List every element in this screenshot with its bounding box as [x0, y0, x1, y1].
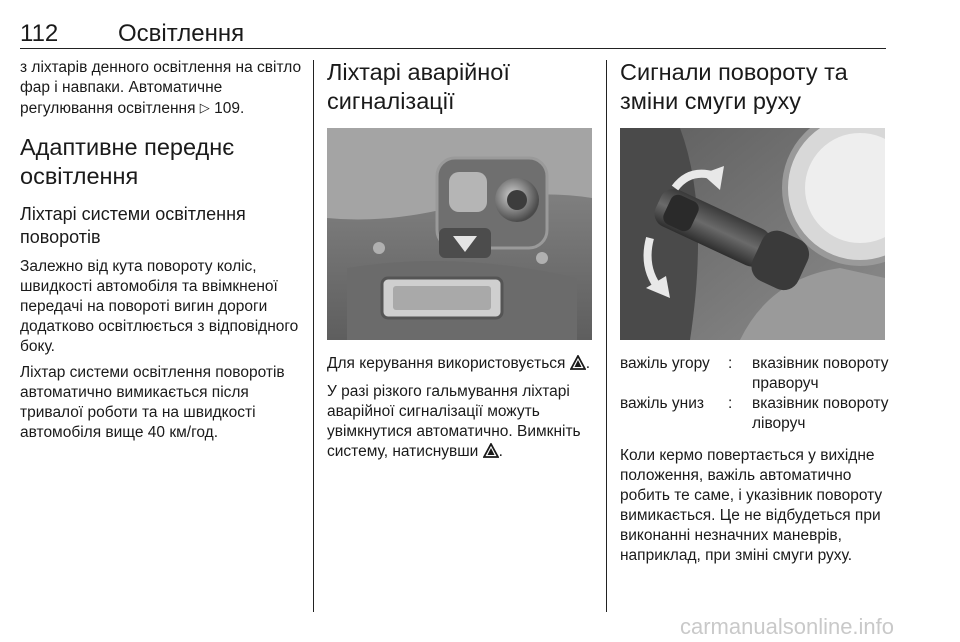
header-rule	[20, 48, 886, 49]
column-3	[620, 58, 890, 572]
column-divider-2	[606, 60, 607, 612]
def-term: важіль униз	[620, 395, 704, 412]
column-1	[20, 58, 302, 449]
hazard-switch-photo	[327, 128, 592, 340]
hazard-para-2-end: .	[498, 443, 503, 460]
cornering-para-1: Залежно від кута повороту коліс, швидкості автомобіля та ввімкненої передачі на повороті вигин дороги додатково освітлюється з відповідного боку.	[20, 258, 299, 355]
hazard-para-1-text: Для керування використовується	[327, 355, 566, 372]
def-term: важіль угору	[620, 355, 710, 372]
hazard-para-2-text: У разі різкого гальмування ліхтарі аварійної сигналізації можуть увімкнутися автоматично. Вимкніть систему, натиснувши	[327, 383, 581, 460]
page-header	[20, 16, 886, 50]
section-title: Освітлення	[118, 20, 245, 47]
turn-signals-heading: Сигнали повороту та зміни смуги руху	[620, 59, 848, 114]
hazard-para-1-end: .	[585, 355, 591, 372]
hazard-triangle-icon	[483, 443, 499, 464]
column-2	[327, 58, 595, 470]
hazard-lights-heading: Ліхтарі аварійної сигналізації	[327, 59, 510, 114]
arrow-ref-icon: ▷	[199, 100, 210, 115]
def-separator: :	[728, 355, 733, 372]
intro-text: з ліхтарів денного освітлення на світло фар і навпаки. Автоматичне регулювання освітлення	[20, 59, 302, 117]
hazard-triangle-icon	[570, 355, 586, 376]
watermark: carmanualsonline.info	[680, 614, 895, 639]
def-description: вказівник повороту праворуч	[752, 355, 889, 392]
def-row	[620, 394, 890, 434]
def-separator: :	[728, 395, 733, 412]
def-description: вказівник повороту ліворуч	[752, 395, 889, 432]
intro-paragraph	[20, 58, 302, 119]
hazard-para-1	[327, 354, 595, 376]
cornering-para-2: Ліхтар системи освітлення поворотів автоматично вимикається після тривалої роботи та на швидкості автомобіля вище 40 км/год.	[20, 364, 285, 441]
intro-ref-page: 109.	[214, 100, 245, 117]
def-row	[620, 354, 890, 394]
adaptive-lighting-heading: Адаптивне переднє освітлення	[20, 134, 235, 189]
page-number: 112	[20, 20, 59, 47]
lever-definitions	[620, 354, 890, 434]
cornering-lights-subheading: Ліхтарі системи освітлення поворотів	[20, 204, 246, 247]
hazard-para-2	[327, 382, 595, 464]
turn-signal-para: Коли кермо повертається у вихідне положення, важіль автоматично робить те саме, і указівник повороту вимикається. Це не відбудеться при виконанні незначних маневрів, наприклад, при зміні смуги руху.	[620, 447, 883, 564]
column-divider-1	[313, 60, 314, 612]
turn-signal-lever-photo	[620, 128, 885, 340]
